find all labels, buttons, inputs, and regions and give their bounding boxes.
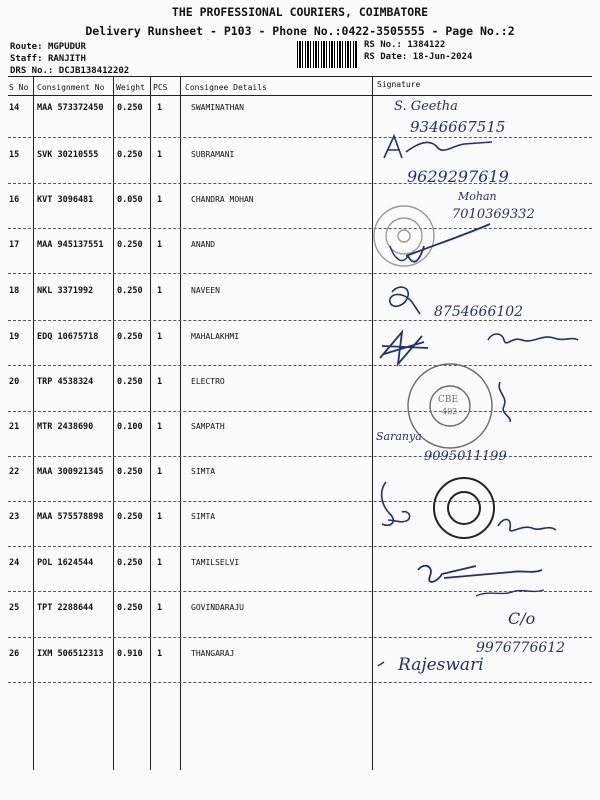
table-row	[0, 332, 372, 350]
table-row	[0, 512, 372, 530]
row-sno: 23	[9, 512, 20, 522]
row-weight: 0.250	[117, 150, 143, 160]
row-pcs: 1	[157, 240, 163, 250]
row-pcs: 1	[157, 467, 163, 477]
table-row	[0, 377, 372, 395]
row-divider	[8, 591, 592, 592]
table-row	[0, 558, 372, 576]
row-sno: 17	[9, 240, 20, 250]
table-row	[0, 422, 372, 440]
signature-stroke	[390, 287, 420, 314]
row-weight: 0.250	[117, 377, 143, 387]
row-sno: 20	[9, 377, 20, 387]
handwritten-phone: 9976776612	[476, 640, 566, 656]
row-sno: 15	[9, 150, 20, 160]
signature-stroke	[382, 482, 410, 525]
row-consignee: SIMTA	[191, 512, 216, 521]
row-consignee: SUBRAMANI	[191, 150, 235, 159]
rs-no-label: RS No.:	[364, 40, 402, 50]
row-weight: 0.250	[117, 467, 143, 477]
row-sno: 14	[9, 103, 20, 113]
col-header-weight: Weight	[116, 83, 145, 92]
row-consignment: EDQ 10675718	[37, 332, 99, 342]
signature-stroke	[418, 566, 542, 582]
route-line	[10, 42, 86, 52]
table-top-border	[8, 76, 592, 77]
table-row	[0, 649, 372, 667]
company-title: THE PROFESSIONAL COURIERS, COIMBATORE	[171, 5, 429, 19]
row-sno: 18	[9, 286, 20, 296]
staff-value: RANJITH	[47, 54, 86, 64]
row-consignee: SWAMINATHAN	[191, 103, 244, 112]
row-consignment: MAA 573372450	[37, 103, 104, 113]
drs-line	[10, 66, 129, 76]
row-consignment: POL 1624544	[37, 558, 94, 568]
handwritten-name: S. Geetha	[394, 99, 458, 114]
drs-label: DRS No.:	[10, 66, 54, 76]
row-sno: 19	[9, 332, 20, 342]
row-pcs: 1	[157, 512, 163, 522]
row-weight: 0.250	[117, 603, 143, 613]
row-divider	[8, 501, 592, 502]
signature-stroke	[406, 224, 490, 262]
header-bottom-border	[8, 95, 592, 96]
handwritten-phone: 8754666102	[434, 304, 524, 320]
signature-stroke	[390, 246, 408, 261]
row-pcs: 1	[157, 150, 163, 160]
row-consignee: ELECTRO	[191, 377, 225, 386]
round-stamp	[374, 206, 434, 266]
row-divider	[8, 682, 592, 683]
handwritten-name: Mohan	[458, 190, 497, 203]
signature-stroke	[384, 136, 492, 158]
staff-line	[10, 54, 86, 64]
rs-no-line	[364, 40, 445, 50]
row-divider	[8, 228, 592, 229]
rs-no-value: 1384122	[407, 40, 446, 50]
row-sno: 24	[9, 558, 20, 568]
row-pcs: 1	[157, 195, 163, 205]
col-divider	[372, 76, 373, 770]
row-divider	[8, 411, 592, 412]
row-weight: 0.250	[117, 103, 143, 113]
row-divider	[8, 637, 592, 638]
row-divider	[8, 365, 592, 366]
row-consignment: KVT 3096481	[37, 195, 94, 205]
signature-stroke	[378, 662, 384, 666]
row-consignee: GOVINDARAJU	[191, 603, 244, 612]
handwritten-phone: 9095011199	[424, 449, 507, 464]
row-consignee: ANAND	[191, 240, 216, 249]
col-header-signature: Signature	[377, 80, 421, 89]
row-divider	[8, 273, 592, 274]
row-weight: 0.910	[117, 649, 143, 659]
row-consignment: TRP 4538324	[37, 377, 94, 387]
handwritten-name: Rajeswari	[398, 655, 484, 675]
rs-date-line	[364, 52, 472, 62]
signature-stroke	[488, 334, 578, 343]
row-consignment: NKL 3371992	[37, 286, 94, 296]
row-pcs: 1	[157, 558, 163, 568]
signature-stroke	[498, 519, 556, 530]
table-row	[0, 286, 372, 304]
row-consignee: THANGARAJ	[191, 649, 235, 658]
row-consignee: SIMTA	[191, 467, 216, 476]
rs-date-label: RS Date:	[364, 52, 408, 62]
table-row	[0, 467, 372, 485]
row-pcs: 1	[157, 422, 163, 432]
row-weight: 0.100	[117, 422, 143, 432]
row-sno: 25	[9, 603, 20, 613]
row-consignment: MAA 575578898	[37, 512, 104, 522]
row-pcs: 1	[157, 103, 163, 113]
drs-value: DCJB138412202	[58, 66, 130, 76]
row-consignee: MAHALAKHMI	[191, 332, 240, 341]
handwritten-text: C/o	[508, 609, 536, 628]
table-row	[0, 103, 372, 121]
row-consignment: SVK 30210555	[37, 150, 99, 160]
table-row	[0, 150, 372, 168]
col-header-consignee: Consignee Details	[185, 83, 267, 92]
handwritten-phone: 7010369332	[452, 207, 535, 222]
row-sno: 26	[9, 649, 20, 659]
row-weight: 0.250	[117, 286, 143, 296]
signature-stroke	[499, 382, 510, 422]
row-pcs: 1	[157, 603, 163, 613]
rs-date-value: 18-Jun-2024	[412, 52, 473, 62]
signature-stroke	[380, 332, 428, 364]
col-header-sno: S No	[9, 83, 29, 92]
runsheet-subtitle: Delivery Runsheet - P103 - Phone No.:0422-3505555 - Page No.:2	[85, 24, 515, 38]
table-row	[0, 195, 372, 213]
row-divider	[8, 546, 592, 547]
row-consignment: IXM 506512313	[37, 649, 104, 659]
staff-label: Staff:	[10, 54, 43, 64]
row-consignment: MAA 300921345	[37, 467, 104, 477]
row-consignee: CHANDRA MOHAN	[191, 195, 254, 204]
row-sno: 16	[9, 195, 20, 205]
row-divider	[8, 183, 592, 184]
col-header-pcs: PCS	[153, 83, 168, 92]
route-value: MGPUDUR	[47, 42, 86, 52]
route-label: Route:	[10, 42, 43, 52]
handwritten-phone: 9346667515	[410, 118, 506, 136]
row-sno: 21	[9, 422, 20, 432]
row-consignment: MAA 945137551	[37, 240, 104, 250]
row-weight: 0.050	[117, 195, 143, 205]
company-stamp	[408, 364, 492, 448]
row-divider	[8, 137, 592, 138]
row-consignee: NAVEEN	[191, 286, 220, 295]
row-weight: 0.250	[117, 558, 143, 568]
row-pcs: 1	[157, 332, 163, 342]
row-weight: 0.250	[117, 512, 143, 522]
row-divider	[8, 320, 592, 321]
stamp-city: CBE	[438, 395, 459, 405]
row-consignee: TAMILSELVI	[191, 558, 240, 567]
stamp-code: 402	[442, 407, 458, 416]
row-sno: 22	[9, 467, 20, 477]
row-pcs: 1	[157, 649, 163, 659]
row-pcs: 1	[157, 377, 163, 387]
col-header-consignment: Consignment No	[37, 83, 105, 92]
seal-stamp	[434, 478, 494, 538]
barcode	[297, 41, 357, 68]
row-weight: 0.250	[117, 332, 143, 342]
row-divider	[8, 456, 592, 457]
handwritten-name: Saranya	[376, 430, 422, 443]
row-weight: 0.250	[117, 240, 143, 250]
row-consignment: MTR 2438690	[37, 422, 94, 432]
row-pcs: 1	[157, 286, 163, 296]
table-row	[0, 240, 372, 258]
signature-area	[372, 96, 598, 696]
row-consignment: TPT 2288644	[37, 603, 94, 613]
handwritten-phone: 9629297619	[407, 167, 509, 186]
table-row	[0, 603, 372, 621]
row-consignee: SAMPATH	[191, 422, 225, 431]
